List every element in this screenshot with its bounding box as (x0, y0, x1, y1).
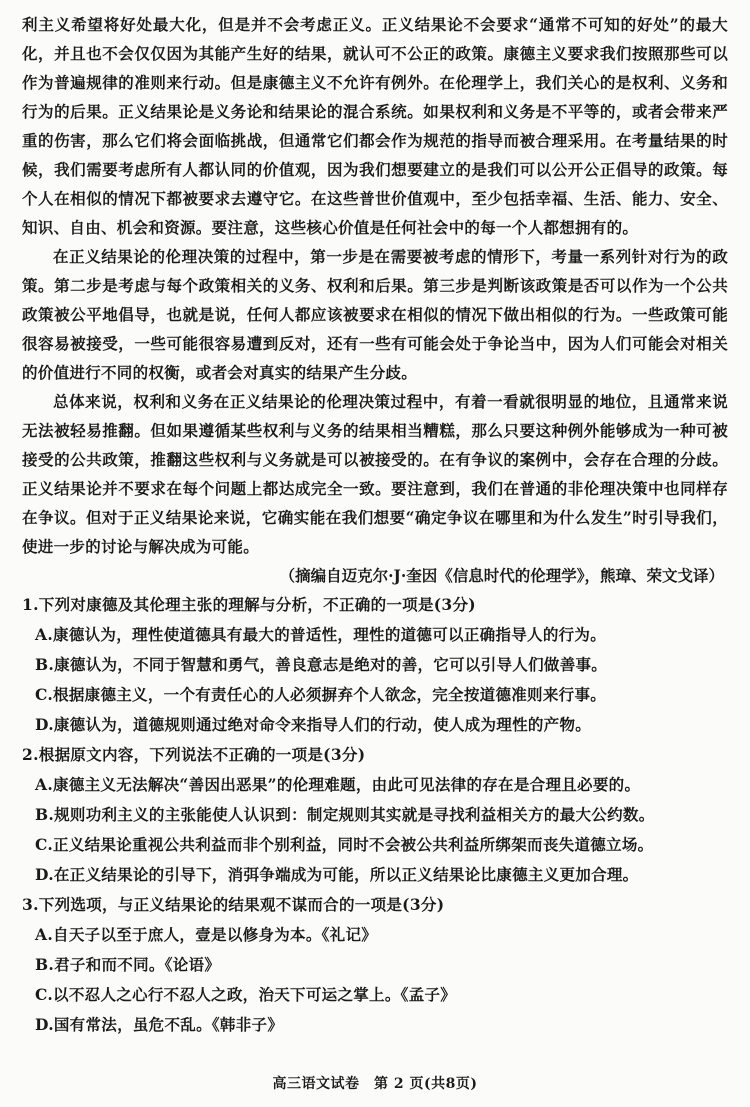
question-1-stem: 1.下列对康德及其伦理主张的理解与分析，不正确的一项是(3分) (22, 595, 476, 614)
question-2-stem: 2.根据原文内容，下列说法不正确的一项是(3分) (22, 745, 366, 764)
question-2-option-b: B.规则功利主义的主张能使人认识到：制定规则其实就是寻找利益相关方的最大公约数。 (35, 805, 655, 824)
passage-paragraph-1: 利主义希望将好处最大化，但是并不会考虑正义。正义结果论不会要求“通常不可知的好处”的最大化，并且也不会仅仅因为其能产生好的结果，就认可不公正的政策。康德主义要求我们按照那些可以作为普遍规律的准则来行动。但是康德主义不允许有例外。在伦理学上，我们关心的是权利、义务和行为的后果。正义结果论是义务论和结果论的混合系统。如果权利和义务是不平等的，或者会带来严重的伤害，那么它们将会面临挑战，但通常它们都会作为规范的指导而被合理采用。在考量结果的时候，我们需要考虑所有人都认同的价值观，因为我们想要建立的是我们可以公开公正倡导的政策。每个人在相似的情况下都被要求去遵守它。在这些普世价值观中，至少包括幸福、生活、能力、安全、知识、自由、机会和资源。要注意，这些核心价值是任何社会中的每一个人都想拥有的。 (22, 15, 728, 237)
reading-passage (22, 10, 728, 590)
question-3-option-c: C.以不忍人之心行不忍人之政，治天下可运之掌上。《孟子》 (35, 985, 457, 1004)
question-3-option-b: B.君子和而不同。《论语》 (35, 955, 221, 974)
passage-source: （摘编自迈克尔·J·奎因《信息时代的伦理学》，熊璋、荣文戈译） (279, 566, 724, 585)
question-1-option-d: D.康德认为，道德规则通过绝对命令来指导人们的行动，使人成为理性的产物。 (35, 715, 592, 734)
question-3-stem: 3.下列选项，与正义结果论的结果观不谋而合的一项是(3分) (22, 895, 445, 914)
question-2 (22, 740, 728, 890)
question-3 (22, 890, 728, 1040)
page-content (22, 10, 728, 1040)
question-2-option-d: D.在正义结果论的引导下，消弭争端成为可能，所以正义结果论比康德主义更加合理。 (35, 865, 639, 884)
passage-paragraph-2: 在正义结果论的伦理决策的过程中，第一步是在需要被考虑的情形下，考量一系列针对行为的政策。第二步是考虑与每个政策相关的义务、权利和后果。第三步是判断该政策是否可以作为一个公共政策被公平地倡导，也就是说，任何人都应该被要求在相似的情况下做出相似的行为。一些政策可能很容易被接受，一些可能很容易遭到反对，还有一些有可能会处于争论当中，因为人们可能会对相关的价值进行不同的权衡，或者会对真实的结果产生分歧。 (22, 247, 728, 382)
question-3-option-a: A.自天子以至于庶人，壹是以修身为本。《礼记》 (35, 925, 378, 944)
question-2-option-c: C.正义结果论重视公共利益而非个别利益，同时不会被公共利益所绑架而丧失道德立场。 (35, 835, 654, 854)
question-3-option-d: D.国有常法，虽危不乱。《韩非子》 (35, 1015, 284, 1034)
question-1-option-b: B.康德认为，不同于智慧和勇气，善良意志是绝对的善，它可以引导人们做善事。 (35, 655, 608, 674)
question-1-option-a: A.康德认为，理性使道德具有最大的普适性，理性的道德可以正确指导人的行为。 (35, 625, 607, 644)
passage-paragraph-3: 总体来说，权利和义务在正义结果论的伦理决策过程中，有着一看就很明显的地位，且通常来说无法被轻易推翻。但如果遵循某些权利与义务的结果相当糟糕，那么只要这种例外能够成为一种可被接受的公共政策，推翻这些权利与义务就是可以被接受的。在有争议的案例中，会存在合理的分歧。正义结果论并不要求在每个问题上都达成完全一致。要注意到，我们在普通的非伦理决策中也同样存在争议。但对于正义结果论来说，它确实能在我们想要“确定争议在哪里和为什么发生”时引导我们，使进一步的讨论与解决成为可能。 (22, 392, 728, 556)
question-1-option-c: C.根据康德主义，一个有责任心的人必须摒弃个人欲念，完全按道德准则来行事。 (35, 685, 607, 704)
page-footer: 高三语文试卷 第 2 页(共8页) (272, 1076, 478, 1092)
question-1 (22, 590, 728, 740)
question-2-option-a: A.康德主义无法解决“善因出恶果”的伦理难题，由此可见法律的存在是合理且必要的。 (35, 775, 641, 794)
